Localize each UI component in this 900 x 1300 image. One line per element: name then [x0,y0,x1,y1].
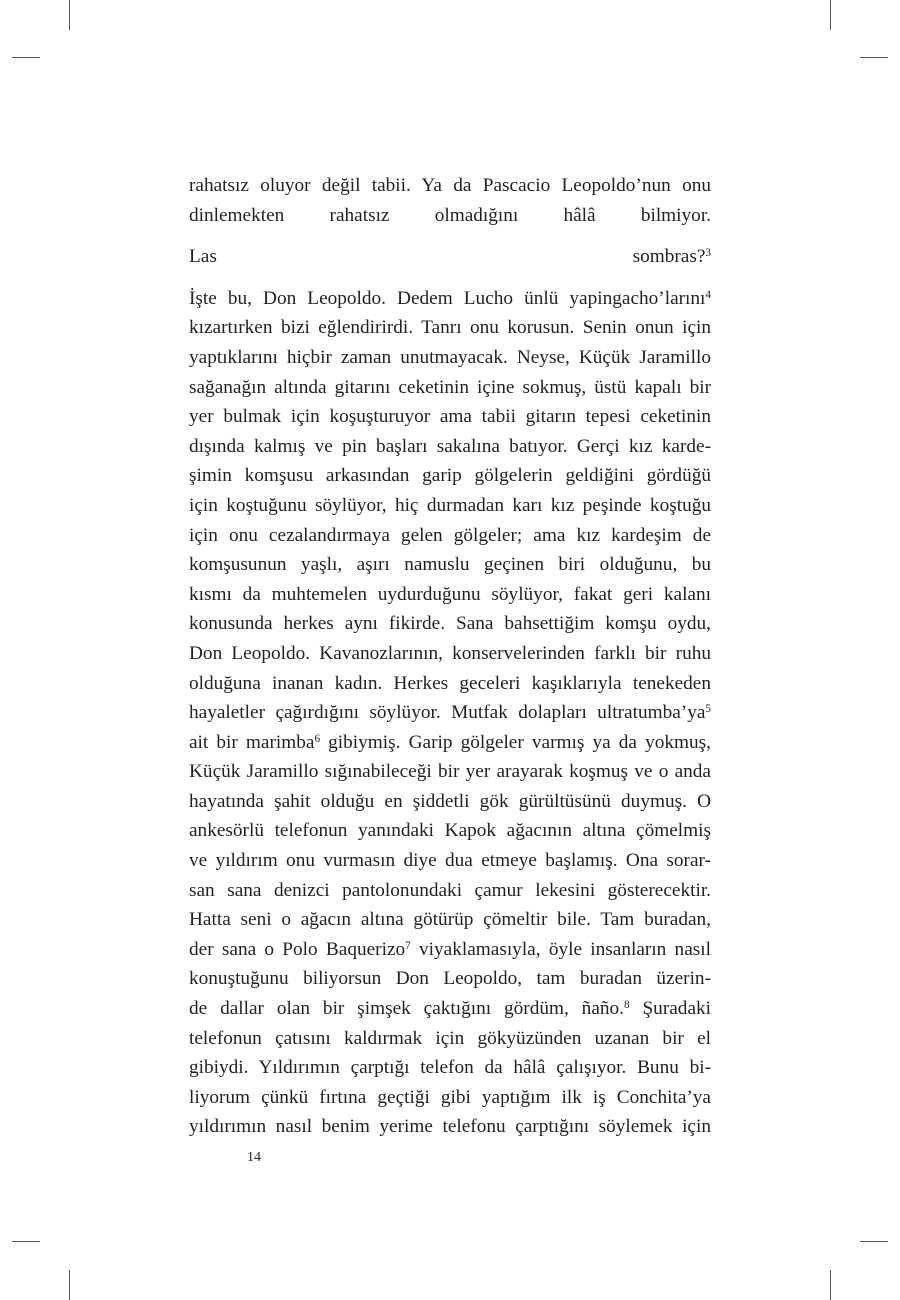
text-line: Küçük Jaramillo sığınabileceği bir yer arayarak koşmuş ve o anda [189,761,711,783]
text-line: rahatsız oluyor değil tabii. Ya da Pascacio Leopoldo’nun onu [189,175,711,196]
crop-mark-bottom-right [830,1270,831,1300]
crop-mark-left-bottom [12,1241,40,1242]
text-line: ankesörlü telefonun yanındaki Kapok ağacının altına çömelmiş [189,820,711,842]
page-number: 14 [247,1150,261,1165]
footnote-marker: 8 [623,998,630,1011]
footnote-marker: 6 [314,732,321,745]
footnote-marker: 3 [705,247,711,260]
crop-mark-left-top [12,57,40,58]
text-line: Hatta seni o ağacın altına götürüp çömeltir bile. Tam buradan, [189,909,711,931]
text-line: Las sombras?$^3$ [189,246,711,268]
text-line: hayatında şahit olduğu en şiddetli gök gürültüsünü duymuş. O [189,790,711,812]
text-line: konusunda herkes aynı fikirde. Sana bahsettiğim komşu oydu, [189,613,711,635]
text-line: için onu cezalandırmaya gelen gölgeler; ama kız kardeşim de [189,524,711,546]
crop-mark-right-top [860,57,888,58]
text-line: dışında kalmış ve pin başları sakalına batıyor. Gerçi kız karde- [189,435,711,457]
text-line: yaptıklarını hiçbir zaman unutmayacak. Neyse, Küçük Jaramillo [189,346,711,368]
text-line: konuştuğunu biliyorsun Don Leopoldo, tam buradan üzerin- [189,968,711,990]
text-line: de dallar olan bir şimşek çaktığını gördüm, ñaño.$^8$ Şuradaki [189,998,711,1020]
paragraph [189,171,711,230]
text-line: için koştuğunu söylüyor, hiç durmadan karı kız peşinde koştuğu [189,494,711,516]
text-line: yer bulmak için koşuşturuyor ama tabii gitarın tepesi ceketinin [189,406,711,428]
text-line: şimin komşusu arkasından garip gölgelerin geldiğini gördüğü [189,465,711,487]
text-line: sağanağın altında gitarını ceketinin içine sokmuş, üstü kapalı bir [189,376,711,398]
crop-mark-top-left [69,0,70,30]
text-line: hayaletler çağırdığını söylüyor. Mutfak dolapları $ultratumba’ya^5$ [189,702,711,724]
footnote-marker: 5 [705,702,711,715]
text-line: san sana denizci pantolonundaki çamur lekesini gösterecektir. [189,879,711,901]
paragraph [189,284,711,1142]
text-line: komşusunun yaşlı, aşırı namuslu geçinen biri olduğunu, bu [189,554,711,576]
text-line: kısmı da muhtemelen uydurduğunu söylüyor, fakat geri kalanı [189,583,711,605]
crop-mark-bottom-left [69,1270,70,1300]
text-line: dinlemekten rahatsız olmadığını hâlâ bilmiyor. [189,204,711,226]
footnote-marker: 4 [705,288,711,301]
text-line: ait bir marimba$^6$ gibiymiş. Garip gölgeler varmış ya da yokmuş, [189,731,711,753]
text-line: der sana o Polo Baquerizo$^7$ viyaklamasıyla, öyle insanların nasıl [189,938,711,960]
text-line: ve yıldırım onu vurmasın diye dua etmeye başlamış. Ona sorar- [189,850,711,872]
crop-mark-top-right [830,0,831,30]
text-line: gibiydi. Yıldırımın çarptığı telefon da hâlâ çalışıyor. Bunu bi- [189,1057,711,1079]
paragraph [189,242,711,272]
text-line: olduğuna inanan kadın. Herkes geceleri kaşıklarıyla tenekeden [189,672,711,694]
text-line: liyorum çünkü fırtına geçtiği gibi yaptığım ilk iş Conchita’ya [189,1086,711,1108]
text-line: yıldırımın nasıl benim yerime telefonu çarptığını söylemek için [189,1116,711,1138]
crop-mark-right-bottom [860,1241,888,1242]
text-line: kızartırken bizi eğlendirirdi. Tanrı onu korusun. Senin onun için [189,317,711,339]
text-line: telefonun çatısını kaldırmak için gökyüzünden uzanan bir el [189,1027,711,1049]
body-text [189,171,711,1142]
text-line: İşte bu, Don Leopoldo. Dedem Lucho ünlü yapingacho’larını$^4$ [189,287,711,309]
text-line: Don Leopoldo. Kavanozlarının, konservelerinden farklı bir ruhu [189,642,711,664]
footnote-marker: 7 [405,939,411,952]
